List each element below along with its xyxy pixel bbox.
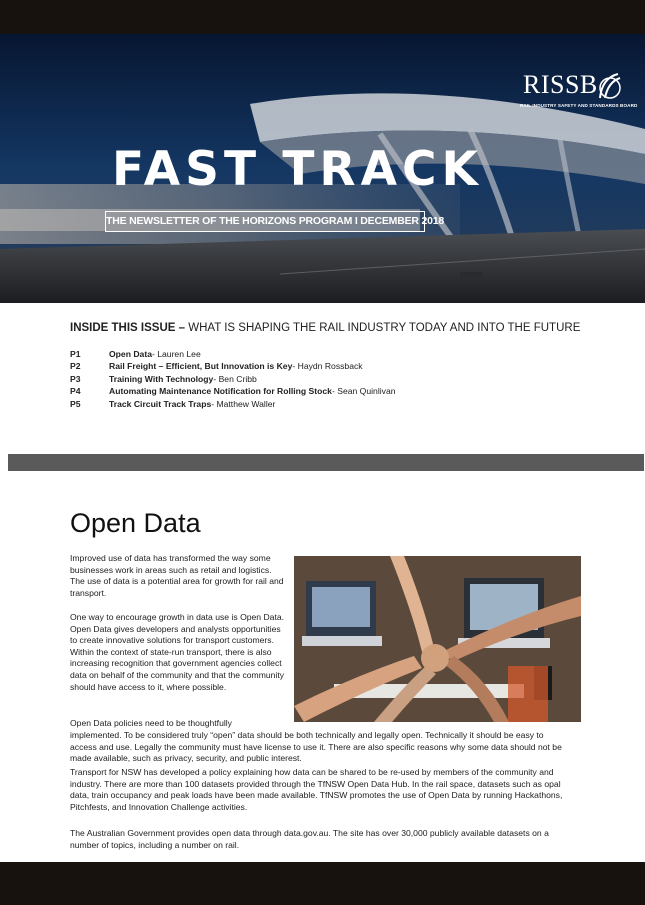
toc-article-title: Track Circuit Track Traps	[109, 398, 212, 409]
logo-subtitle: RAIL INDUSTRY SAFETY AND STANDARDS BOARD	[520, 103, 638, 108]
article-paragraph: Transport for NSW has developed a policy explaining how data can be shared to be re-used by members of the community and industry. There are more than 100 datasets provided through the TfNSW Open Data Hub. In the rail space, datasets such as opal data, train occupancy and peak loads have been made available. TfNSW promotes the use of Open Data by running Hackathons, Pitchfests, and Innovation Challenge activities.	[70, 767, 563, 812]
toc-page-number: P4	[70, 386, 81, 397]
toc-item	[70, 385, 610, 397]
article-paragraph: implemented. To be considered truly “open” data should be both technically and legally open. Technically it should be easy to access and use. Legally the community must have license to use it. There are also specific reasons why some data should not be made available, such as privacy, security, and public interest.	[70, 730, 562, 764]
inside-heading-rest: WHAT IS SHAPING THE RAIL INDUSTRY TODAY AND INTO THE FUTURE	[185, 322, 581, 334]
toc-page-number: P2	[70, 361, 81, 372]
inside-this-issue-heading	[70, 322, 580, 334]
toc-item	[70, 398, 610, 410]
toc-article-title: Open Data	[109, 349, 152, 359]
toc-article-title: Rail Freight – Efficient, But Innovation is Key	[109, 361, 293, 372]
toc-page-number: P5	[70, 398, 81, 409]
toc-item	[70, 360, 610, 372]
bottom-border-bar	[0, 862, 645, 905]
hero-banner	[0, 34, 645, 303]
section-divider	[8, 454, 644, 471]
toc-author: - Lauren Lee	[151, 349, 201, 359]
toc-author: - Matthew Waller	[211, 398, 276, 409]
logo-wordmark: RISSB	[523, 70, 598, 99]
toc-author: - Sean Quinlivan	[331, 386, 396, 397]
team-hands-photo	[294, 556, 581, 722]
toc-item	[70, 373, 610, 385]
article-paragraph: Improved use of data has transformed the way some businesses work in areas such as retail and logistics. The use of data is a potential area for growth for rail and transport.	[70, 553, 284, 598]
article-title: Open Data	[70, 508, 201, 538]
rissb-swoosh-icon	[596, 72, 622, 100]
toc-article-title: Training With Technology	[109, 373, 214, 384]
article-paragraph: One way to encourage growth in data use is Open Data. Open Data gives developers and analysts opportunities to create innovative solutions for transport customers. Within the context of state-run transport, there is also increasing recognition that government agencies collect data on behalf of the community and that the community should have access to it, where possible.	[70, 612, 285, 692]
toc-item	[70, 348, 610, 360]
toc-page-number: P3	[70, 373, 81, 384]
toc-page-number: P1	[70, 349, 81, 359]
table-of-contents	[70, 348, 610, 410]
toc-article-title: Automating Maintenance Notification for Rolling Stock	[109, 386, 332, 397]
article-paragraph: Open Data policies need to be thoughtfully	[70, 718, 232, 728]
toc-author: - Haydn Rossback	[292, 361, 363, 372]
top-border-bar	[0, 0, 645, 34]
rissb-logo	[520, 70, 638, 116]
inside-heading-bold: INSIDE THIS ISSUE –	[70, 322, 186, 334]
article-paragraph: The Australian Government provides open data through data.gov.au. The site has over 30,000 publicly available datasets on a number of topics, including a number on rail.	[70, 828, 549, 850]
newsletter-tagline: THE NEWSLETTER OF THE HORIZONS PROGRAM I DECEMBER 2018	[105, 211, 425, 232]
team-hands-image	[294, 556, 581, 722]
masthead-title: FAST TRACK	[112, 142, 483, 197]
toc-author: - Ben Cribb	[213, 373, 257, 384]
